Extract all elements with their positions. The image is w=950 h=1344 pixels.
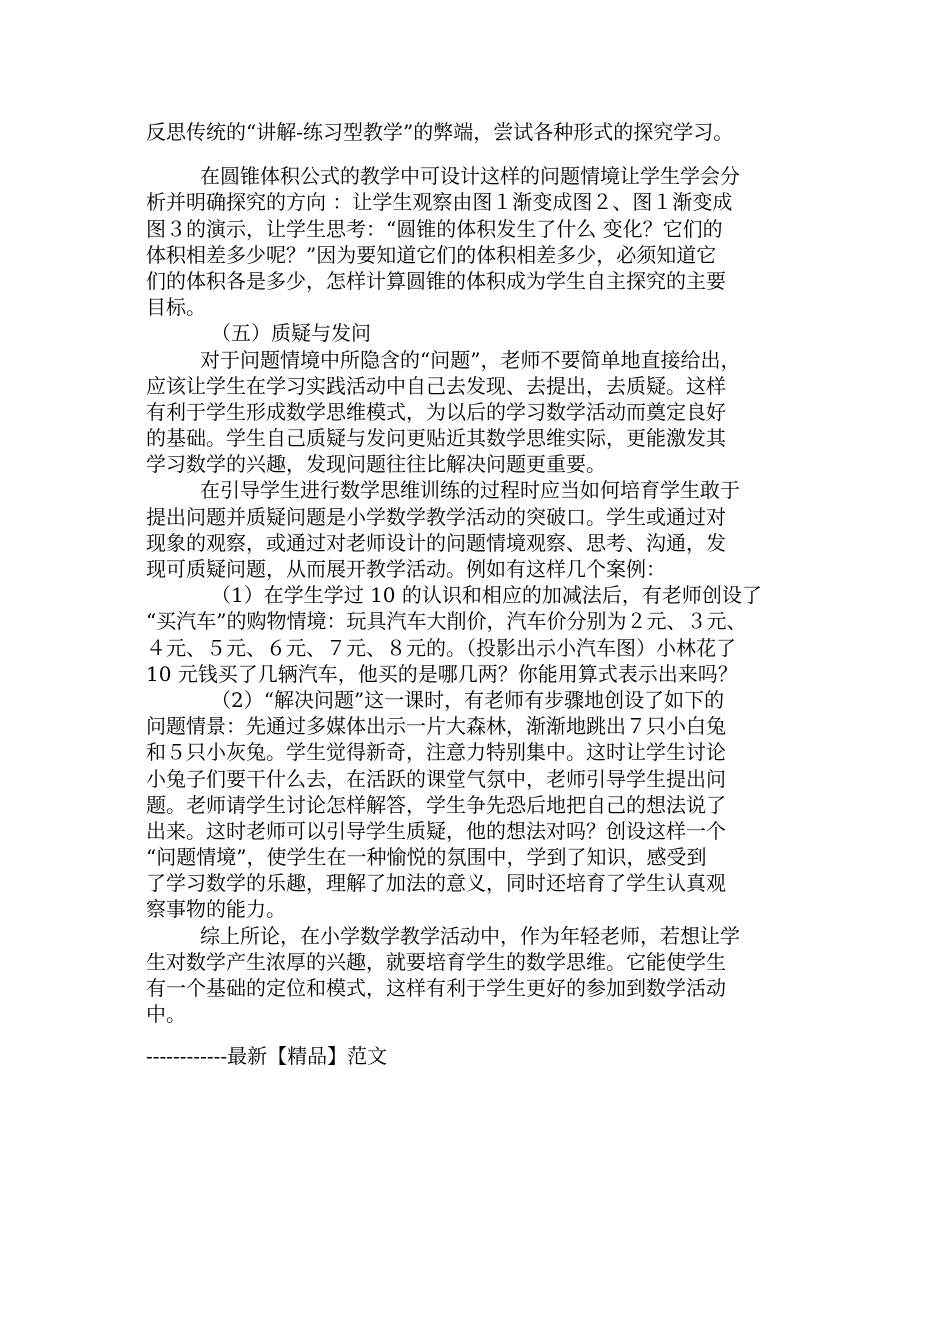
section-heading: （五）质疑与发问	[211, 321, 371, 346]
text-line: 生对数学产生浓厚的兴趣，就要培育学生的数学思维。它能使学生	[146, 949, 726, 974]
text-line: 察事物的能力。	[146, 897, 286, 922]
text-line: 在引导学生进行数学思维训练的过程时应当如何培育学生敢于	[200, 478, 740, 503]
text-line: 反思传统的“讲解-练习型教学”的弊端，尝试各种形式的探究学习。	[146, 120, 734, 144]
text-line: 析并明确探究的方向 ：让学生观察由图１渐变成图２、图１渐变成	[146, 190, 733, 215]
text-line: 有一个基础的定位和模式，这样有利于学生更好的参加到数学活动	[146, 976, 726, 1000]
text-line: 体积相差多少呢？”因为要知道它们的体积相差多少，必须知道它	[146, 242, 717, 267]
text-line: 的基础。学生自己质疑与发问更贴近其数学思维实际，更能激发其	[146, 426, 726, 451]
text-line: 了学习数学的乐趣，理解了加法的意义，同时还培育了学生认真观	[146, 871, 726, 896]
text-line: 问题情景：先通过多媒体出示一片大森林，渐渐地跳出７只小白兔	[146, 714, 726, 739]
text-line: 对于问题情境中所隐含的“问题”，老师不要简单地直接给出，	[200, 347, 741, 372]
text-line: 题。老师请学生讨论怎样解答，学生争先恐后地把自己的想法说了	[146, 792, 726, 817]
text-line: 中。	[146, 1002, 186, 1027]
text-line: 有利于学生形成数学思维模式，为以后的学习数学活动而奠定良好	[146, 399, 726, 424]
text-line: ４元、５元、６元、７元、８元的。（投影出示小汽车图）小林花了	[146, 635, 736, 660]
text-line: 在圆锥体积公式的教学中可设计这样的问题情境让学生学会分	[200, 164, 740, 189]
text-line: 们的体积各是多少，怎样计算圆锥的体积成为学生自主探究的主要	[146, 268, 726, 293]
document-body	[146, 119, 826, 1027]
text-line: 提出问题并质疑问题是小学数学教学活动的突破口。学生或通过对	[146, 504, 726, 529]
text-line: 综上所论，在小学数学教学活动中，作为年轻老师，若想让学	[200, 923, 740, 948]
text-line: 小兔子们要干什么去，在活跃的课堂气氛中，老师引导学生提出问	[146, 766, 726, 791]
footer-text: ------------最新【精品】范文	[146, 1044, 388, 1068]
text-line: “买汽车”的购物情境：玩具汽车大削价，汽车价分别为２元、３元、	[146, 609, 747, 634]
text-line: 和５只小灰兔。学生觉得新奇，注意力特别集中。这时让学生讨论	[146, 740, 726, 765]
text-line: 出来。这时老师可以引导学生质疑，他的想法对吗？创设这样一个	[146, 818, 726, 843]
text-line: “问题情境”，使学生在一种愉悦的氛围中，学到了知识，感受到	[146, 845, 707, 870]
text-line: 现可质疑问题，从而展开教学活动。例如有这样几个案例：	[146, 557, 666, 581]
text-line: 现象的观察，或通过对老师设计的问题情境观察、思考、沟通，发	[146, 530, 726, 555]
text-line: （1）在学生学过 10 的认识和相应的加减法后，有老师创设了	[211, 583, 762, 608]
text-line: 应该让学生在学习实践活动中自己去发现、去提出，去质疑。这样	[146, 373, 726, 398]
text-line: 10 元钱买了几辆汽车，他买的是哪几两？你能用算式表示出来吗？	[146, 661, 738, 686]
paragraph-gap	[146, 145, 826, 163]
text-line: 目标。	[146, 295, 206, 320]
text-line: （2）“解决问题”这一课时，有老师有步骤地创设了如下的	[211, 687, 725, 712]
text-line: 图３的演示，让学生思考：“圆锥的体积发生了什么 变化？它们的	[146, 216, 723, 241]
text-line: 学习数学的兴趣，发现问题往往比解决问题更重要。	[146, 452, 606, 477]
